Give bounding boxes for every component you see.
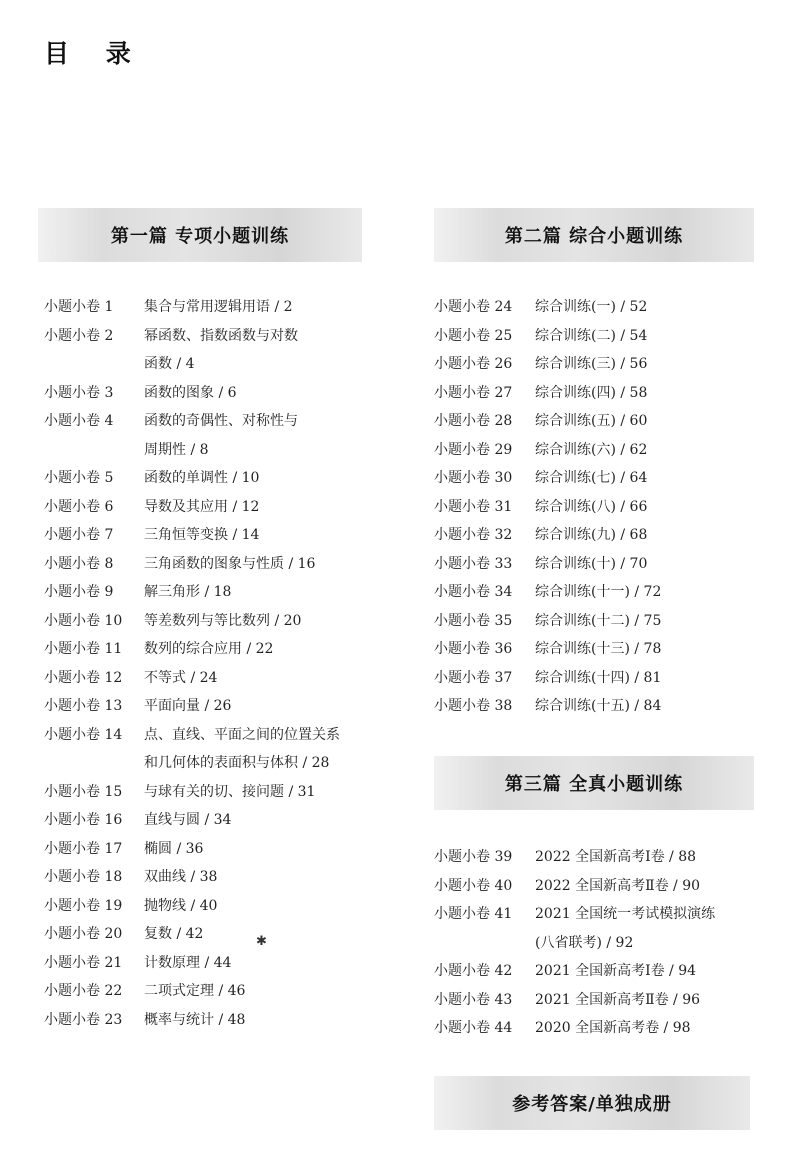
toc-entry-label: 小题小卷 36 — [434, 641, 513, 657]
toc-entry — [434, 607, 661, 636]
toc-entry — [434, 322, 661, 351]
toc-entry-title: 幂函数、指数函数与对数 — [144, 327, 298, 344]
toc-entry-label: 小题小卷 11 — [44, 641, 123, 657]
toc-entry-label: 小题小卷 1 — [44, 299, 114, 315]
toc-entry-label: 小题小卷 30 — [434, 470, 513, 486]
toc-entry — [44, 977, 340, 1006]
toc-entry — [44, 464, 340, 493]
part3-heading-banner — [434, 756, 754, 810]
toc-entry-label: 小题小卷 40 — [434, 877, 513, 894]
toc-indent — [44, 749, 144, 778]
toc-entry-label: 小题小卷 29 — [434, 441, 513, 458]
toc-entry — [44, 379, 340, 408]
toc-entry-label: 小题小卷 28 — [434, 413, 513, 429]
toc-entry-label: 小题小卷 2 — [44, 327, 114, 344]
toc-entry — [434, 379, 661, 408]
toc-entry-title: 2022 全国新高考Ⅰ卷 / 88 — [535, 849, 697, 865]
part3-toc-list — [434, 843, 715, 1043]
toc-entry-label: 小题小卷 37 — [434, 669, 513, 686]
toc-entry-title: 与球有关的切、接问题 / 31 — [144, 783, 316, 800]
toc-entry-title: 综合训练(八) / 66 — [535, 498, 648, 515]
toc-entry-title: 双曲线 / 38 — [144, 869, 218, 885]
toc-entry-title-continued: (八省联考) / 92 — [535, 934, 634, 951]
toc-entry — [434, 521, 661, 550]
toc-entry-title: 不等式 / 24 — [144, 669, 218, 686]
toc-entry-label: 小题小卷 35 — [434, 612, 513, 629]
toc-entry-label: 小题小卷 5 — [44, 470, 114, 486]
toc-entry-label: 小题小卷 21 — [44, 954, 123, 971]
toc-entry — [44, 550, 340, 579]
toc-entry-label: 小题小卷 44 — [434, 1020, 513, 1036]
toc-entry-label: 小题小卷 16 — [44, 812, 123, 828]
toc-entry-title: 概率与统计 / 48 — [144, 1011, 246, 1028]
toc-entry-title: 函数的奇偶性、对称性与 — [144, 413, 298, 429]
toc-entry-continuation — [44, 436, 340, 465]
toc-entry-continuation — [44, 350, 340, 379]
toc-entry-title: 综合训练(二) / 54 — [535, 327, 648, 344]
toc-entry-label: 小题小卷 23 — [44, 1011, 123, 1028]
toc-entry — [44, 692, 340, 721]
toc-entry-title: 抛物线 / 40 — [144, 897, 218, 914]
toc-entry — [434, 900, 715, 929]
toc-entry-title: 平面向量 / 26 — [144, 698, 232, 714]
toc-entry — [44, 806, 340, 835]
toc-entry — [434, 293, 661, 322]
toc-entry — [434, 872, 715, 901]
toc-entry-label: 小题小卷 15 — [44, 783, 123, 800]
page-title: 目 录 — [44, 39, 145, 68]
toc-entry-label: 小题小卷 18 — [44, 869, 123, 885]
toc-entry-title: 集合与常用逻辑用语 / 2 — [144, 299, 293, 315]
toc-entry — [44, 664, 340, 693]
toc-entry-title: 综合训练(一) / 52 — [535, 299, 648, 315]
toc-entry-label: 小题小卷 41 — [434, 906, 513, 922]
toc-entry-label: 小题小卷 38 — [434, 698, 513, 714]
toc-entry-label: 小题小卷 17 — [44, 840, 123, 857]
answers-banner-text: 参考答案/单独成册 — [512, 1094, 672, 1115]
part3-heading: 第三篇 全真小题训练 — [504, 774, 684, 795]
toc-entry-title: 综合训练(十三) / 78 — [535, 641, 662, 657]
toc-entry — [434, 407, 661, 436]
toc-entry-title: 2021 全国新高考Ⅱ卷 / 96 — [535, 991, 701, 1008]
toc-entry-label: 小题小卷 8 — [44, 555, 114, 572]
toc-entry-label: 小题小卷 3 — [44, 384, 114, 401]
toc-entry-label: 小题小卷 34 — [434, 584, 513, 600]
toc-entry — [434, 436, 661, 465]
toc-entry-label: 小题小卷 26 — [434, 356, 513, 372]
toc-entry-title: 复数 / 42 — [144, 926, 204, 942]
toc-entry — [434, 664, 661, 693]
toc-entry-title-continued: 函数 / 4 — [144, 356, 195, 372]
toc-entry — [434, 843, 715, 872]
toc-entry — [434, 578, 661, 607]
star-mark-icon: ✱ — [256, 934, 267, 949]
part2-heading-banner — [434, 208, 754, 262]
toc-entry-label: 小题小卷 24 — [434, 299, 513, 315]
toc-entry — [434, 493, 661, 522]
toc-entry — [434, 692, 661, 721]
toc-entry-title: 数列的综合应用 / 22 — [144, 641, 274, 657]
toc-entry — [44, 835, 340, 864]
answers-banner — [434, 1076, 750, 1130]
toc-entry — [434, 957, 715, 986]
toc-entry-label: 小题小卷 20 — [44, 926, 123, 942]
toc-entry-label: 小题小卷 7 — [44, 527, 114, 543]
toc-entry — [434, 350, 661, 379]
toc-entry-label: 小题小卷 31 — [434, 498, 513, 515]
toc-entry-label: 小题小卷 19 — [44, 897, 123, 914]
toc-entry — [44, 1006, 340, 1035]
toc-entry-label: 小题小卷 43 — [434, 991, 513, 1008]
toc-entry — [434, 1014, 715, 1043]
toc-entry-label: 小题小卷 39 — [434, 849, 513, 865]
toc-entry — [434, 550, 661, 579]
toc-entry — [44, 407, 340, 436]
toc-indent — [44, 436, 144, 465]
toc-entry-label: 小题小卷 4 — [44, 413, 114, 429]
toc-entry-label: 小题小卷 33 — [434, 555, 513, 572]
toc-entry-title: 综合训练(九) / 68 — [535, 527, 648, 543]
part2-toc-list — [434, 293, 661, 721]
toc-entry-title: 综合训练(三) / 56 — [535, 356, 648, 372]
toc-entry-title: 2021 全国新高考Ⅰ卷 / 94 — [535, 963, 697, 979]
toc-entry-label: 小题小卷 12 — [44, 669, 123, 686]
toc-entry — [434, 464, 661, 493]
toc-entry-title: 综合训练(六) / 62 — [535, 441, 648, 458]
toc-entry-title: 导数及其应用 / 12 — [144, 498, 260, 515]
toc-entry-label: 小题小卷 6 — [44, 498, 114, 515]
toc-entry-continuation — [434, 929, 715, 958]
toc-entry-title-continued: 周期性 / 8 — [144, 441, 209, 458]
toc-entry-title: 综合训练(七) / 64 — [535, 470, 648, 486]
toc-entry-title: 综合训练(五) / 60 — [535, 413, 648, 429]
toc-entry-label: 小题小卷 42 — [434, 963, 513, 979]
toc-entry — [44, 863, 340, 892]
toc-entry-continuation — [44, 749, 340, 778]
toc-entry-title: 综合训练(十五) / 84 — [535, 698, 662, 714]
toc-entry-label: 小题小卷 9 — [44, 584, 114, 600]
toc-entry — [44, 293, 340, 322]
toc-entry-title: 2021 全国统一考试模拟演练 — [535, 906, 716, 922]
toc-entry-title: 综合训练(十一) / 72 — [535, 584, 662, 600]
toc-entry-title: 计数原理 / 44 — [144, 954, 232, 971]
toc-entry — [44, 578, 340, 607]
toc-entry — [44, 892, 340, 921]
toc-entry-title: 2022 全国新高考Ⅱ卷 / 90 — [535, 877, 701, 894]
toc-entry — [44, 920, 340, 949]
part1-heading-banner — [38, 208, 362, 262]
toc-entry-title: 点、直线、平面之间的位置关系 — [144, 726, 340, 743]
toc-entry-title: 三角恒等变换 / 14 — [144, 527, 260, 543]
toc-entry — [44, 521, 340, 550]
toc-entry-label: 小题小卷 25 — [434, 327, 513, 344]
toc-entry — [44, 607, 340, 636]
toc-entry — [44, 721, 340, 750]
toc-entry-title: 椭圆 / 36 — [144, 840, 204, 857]
toc-entry-label: 小题小卷 14 — [44, 726, 123, 743]
part1-heading: 第一篇 专项小题训练 — [110, 226, 290, 247]
toc-entry-label: 小题小卷 22 — [44, 983, 123, 999]
toc-entry-title-continued: 和几何体的表面积与体积 / 28 — [144, 755, 330, 771]
toc-entry-title: 综合训练(十) / 70 — [535, 555, 648, 572]
toc-indent — [44, 350, 144, 379]
toc-entry-label: 小题小卷 10 — [44, 612, 123, 629]
toc-entry — [434, 986, 715, 1015]
toc-entry-title: 综合训练(四) / 58 — [535, 384, 648, 401]
toc-indent — [434, 929, 535, 958]
toc-entry — [44, 635, 340, 664]
toc-entry — [44, 778, 340, 807]
toc-entry-title: 函数的图象 / 6 — [144, 384, 237, 401]
part2-heading: 第二篇 综合小题训练 — [504, 226, 684, 247]
toc-entry — [44, 322, 340, 351]
toc-entry-title: 解三角形 / 18 — [144, 584, 232, 600]
toc-entry-title: 综合训练(十二) / 75 — [535, 612, 662, 629]
toc-entry-label: 小题小卷 13 — [44, 698, 123, 714]
toc-entry — [44, 949, 340, 978]
toc-entry-title: 2020 全国新高考卷 / 98 — [535, 1020, 691, 1036]
toc-entry-title: 直线与圆 / 34 — [144, 812, 232, 828]
toc-entry-title: 三角函数的图象与性质 / 16 — [144, 555, 316, 572]
toc-entry-label: 小题小卷 27 — [434, 384, 513, 401]
part1-toc-list — [44, 293, 340, 1034]
toc-entry-title: 等差数列与等比数列 / 20 — [144, 612, 302, 629]
toc-entry-title: 函数的单调性 / 10 — [144, 470, 260, 486]
toc-entry — [434, 635, 661, 664]
toc-entry-title: 二项式定理 / 46 — [144, 983, 246, 999]
toc-entry — [44, 493, 340, 522]
toc-entry-title: 综合训练(十四) / 81 — [535, 669, 662, 686]
toc-entry-label: 小题小卷 32 — [434, 527, 513, 543]
